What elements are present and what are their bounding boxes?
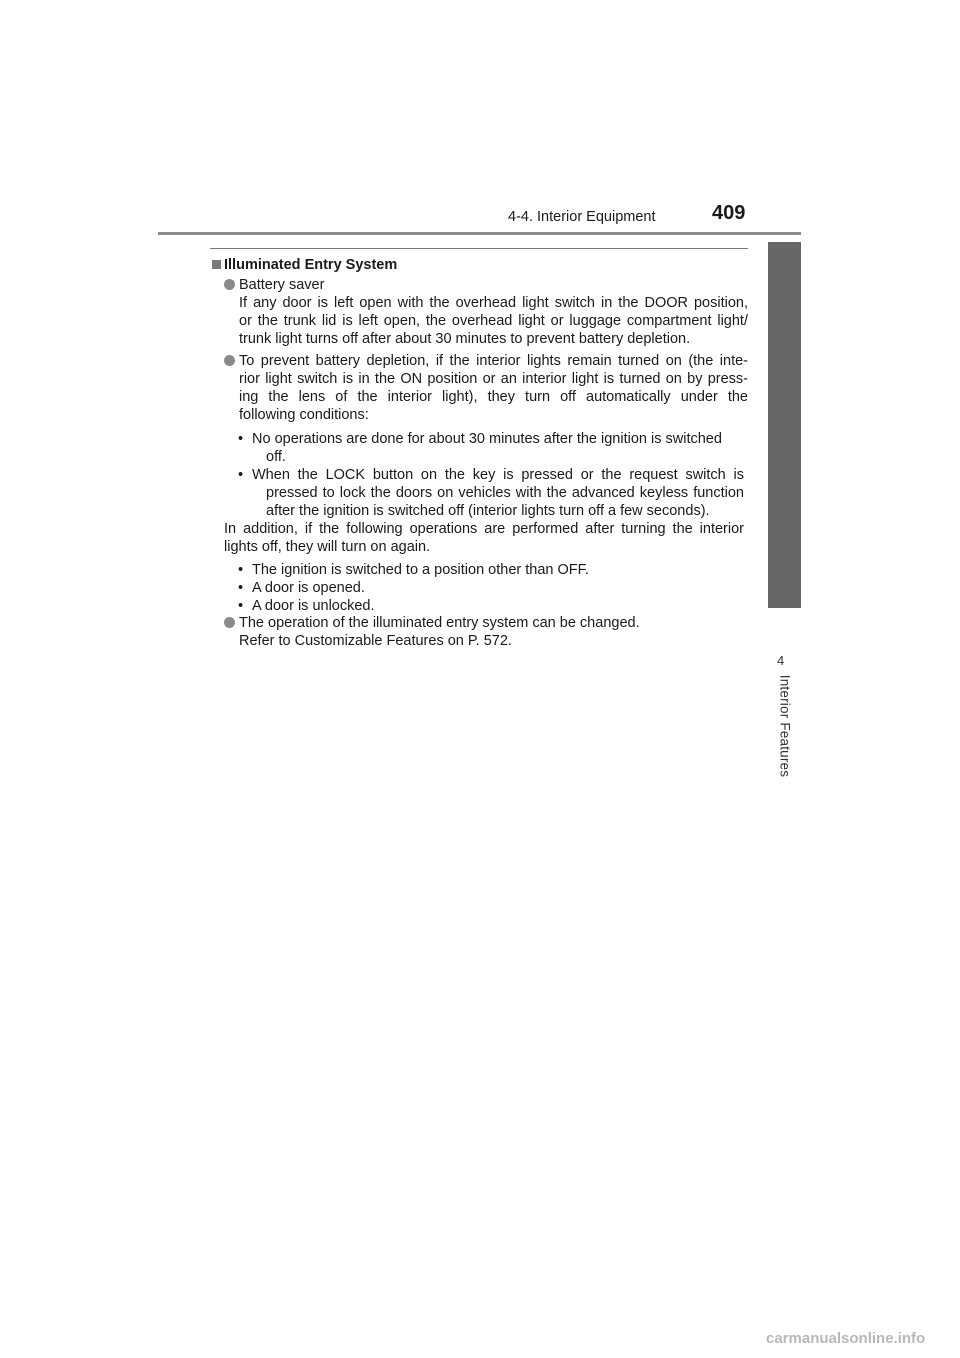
square-bullet-icon [212,260,221,269]
chapter-number: 4 [777,653,785,668]
addition-line-2: lights off, they will turn on again. [224,539,431,555]
condition-bullet: • [238,431,244,447]
condition-2-line-2: pressed to lock the doors on vehicles with the advanced keyless function [266,485,744,501]
operation-bullet: • [238,598,244,614]
operation-item-3: A door is unlocked. [252,598,375,614]
battery-saver-line-3: trunk light turns off after about 30 minutes to prevent battery depletion. [239,331,691,347]
operation-bullet: • [238,562,244,578]
circle-bullet-icon [224,279,235,290]
depletion-line-3: ing the lens of the interior light), they turn off automatically under the [239,389,748,405]
condition-2-line-3: after the ignition is switched off (interior lights turn off a few seconds). [266,503,710,519]
depletion-line-1: To prevent battery depletion, if the interior lights remain turned on (the inte- [239,353,748,369]
condition-1-line-2: off. [266,449,286,465]
addition-line-1: In addition, if the following operations are performed after turning the interior [224,521,744,537]
operation-item-1: The ignition is switched to a position other than OFF. [252,562,589,578]
content-rule [210,248,748,249]
watermark: carmanualsonline.info [766,1330,926,1347]
header-section-title: 4-4. Interior Equipment [508,209,656,225]
customize-line-1: The operation of the illuminated entry system can be changed. [239,615,640,631]
battery-saver-line-2: or the trunk lid is left open, the overhead light or luggage compartment light/ [239,313,748,329]
circle-bullet-icon [224,617,235,628]
chapter-tab [768,242,801,608]
battery-saver-title: Battery saver [239,277,325,293]
page-number: 409 [712,202,746,224]
circle-bullet-icon [224,355,235,366]
condition-2-line-1: When the LOCK button on the key is pressed or the request switch is [252,467,744,483]
chapter-label-text: Interior Features [777,674,793,778]
operation-item-2: A door is opened. [252,580,365,596]
section-heading: Illuminated Entry System [224,257,398,273]
customize-line-2: Refer to Customizable Features on P. 572. [239,633,512,649]
battery-saver-line-1: If any door is left open with the overhead light switch in the DOOR position, [239,295,748,311]
operation-bullet: • [238,580,244,596]
depletion-line-2: rior light switch is in the ON position or an interior light is turned on by press- [239,371,748,387]
condition-bullet: • [238,467,244,483]
condition-1-line-1: No operations are done for about 30 minutes after the ignition is switched [252,431,722,447]
depletion-line-4: following conditions: [239,407,369,423]
header-rule [158,232,801,235]
